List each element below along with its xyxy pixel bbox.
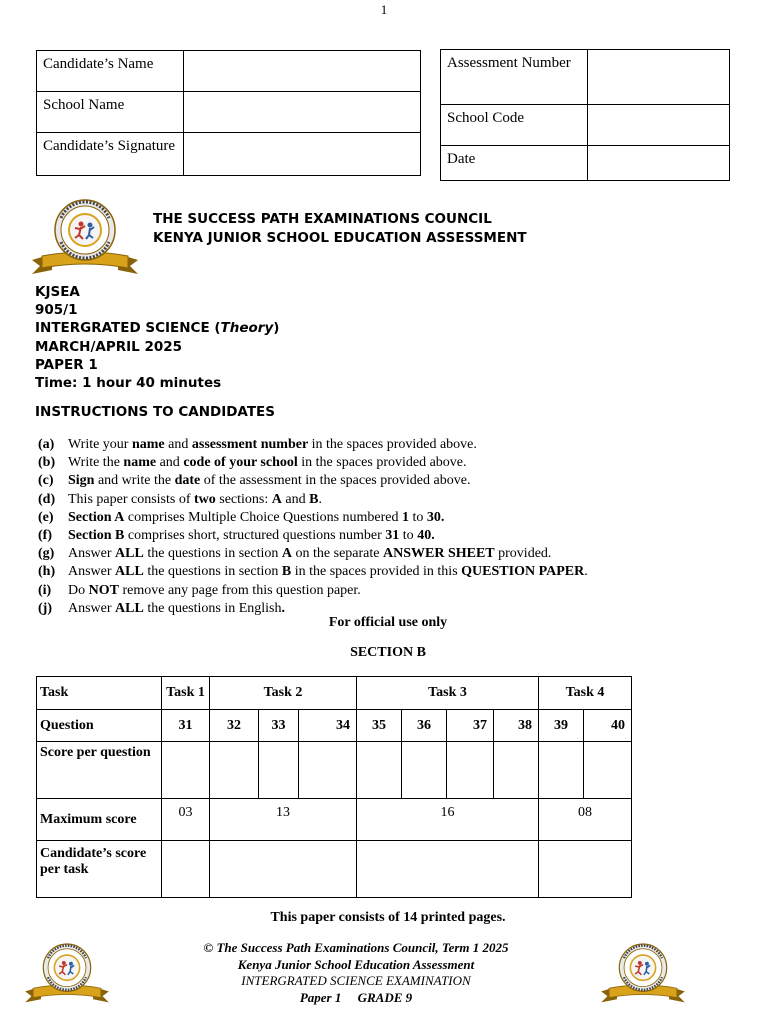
exam-time: Time: 1 hour 40 minutes bbox=[35, 375, 222, 392]
candidate-signature-field[interactable] bbox=[184, 133, 421, 176]
task-3-header: Task 3 bbox=[357, 677, 539, 710]
instruction-item: (g) Answer ALL the questions in section A on the separate ANSWER SHEET provided. bbox=[38, 546, 552, 562]
score-cell[interactable] bbox=[357, 742, 402, 799]
max-score-task-3: 16 bbox=[357, 799, 539, 841]
school-name-field[interactable] bbox=[184, 92, 421, 133]
assessment-number-label: Assessment Number bbox=[441, 50, 588, 105]
question-number: 33 bbox=[259, 710, 299, 742]
question-number: 37 bbox=[447, 710, 494, 742]
assessment-number-field[interactable] bbox=[588, 50, 730, 105]
score-cell[interactable] bbox=[584, 742, 632, 799]
instruction-item: (a) Write your name and assessment number in the spaces provided above. bbox=[38, 437, 477, 452]
score-cell[interactable] bbox=[162, 742, 210, 799]
instructions-list bbox=[38, 436, 588, 618]
council-header bbox=[153, 210, 527, 248]
exam-details bbox=[35, 283, 279, 392]
footer-copyright: © The Success Path Examinations Council, Term 1 2025 bbox=[203, 940, 509, 955]
exam-subject: INTERGRATED SCIENCE (Theory) bbox=[35, 320, 280, 337]
candidate-signature-label: Candidate’s Signature bbox=[37, 133, 184, 176]
exam-number: 905/1 bbox=[35, 302, 78, 319]
instruction-item: (d) This paper consists of two sections: A and B. bbox=[38, 491, 322, 507]
score-cell[interactable] bbox=[210, 742, 259, 799]
council-name: THE SUCCESS PATH EXAMINATIONS COUNCIL bbox=[153, 211, 492, 227]
score-cell[interactable] bbox=[539, 742, 584, 799]
instructions-title: INSTRUCTIONS TO CANDIDATES bbox=[35, 404, 275, 420]
task-score-cell[interactable] bbox=[539, 841, 632, 898]
footer-line-2: Kenya Junior School Education Assessment bbox=[237, 956, 475, 972]
task-row-label: Task bbox=[37, 677, 162, 710]
task-1-header: Task 1 bbox=[162, 677, 210, 710]
exam-code: KJSEA bbox=[35, 284, 80, 300]
school-code-field[interactable] bbox=[588, 105, 730, 146]
footer-paper-grade: Paper 1 GRADE 9 bbox=[299, 989, 413, 1005]
question-number: 32 bbox=[210, 710, 259, 742]
date-field[interactable] bbox=[588, 146, 730, 181]
instruction-item: (c) Sign and write the date of the assessment in the spaces provided above. bbox=[38, 473, 471, 489]
task-score-cell[interactable] bbox=[210, 841, 357, 898]
instruction-item: (f) Section B comprises short, structured questions number 31 to 40. bbox=[38, 528, 435, 544]
task-2-header: Task 2 bbox=[210, 677, 357, 710]
score-cell[interactable] bbox=[259, 742, 299, 799]
school-code-label: School Code bbox=[441, 105, 588, 146]
footer-text bbox=[0, 940, 712, 1006]
score-cell[interactable] bbox=[402, 742, 447, 799]
score-cell[interactable] bbox=[299, 742, 357, 799]
question-number: 40 bbox=[584, 710, 632, 742]
assessment-name: KENYA JUNIOR SCHOOL EDUCATION ASSESSMENT bbox=[153, 230, 527, 246]
printed-pages-note: This paper consists of 14 printed pages. bbox=[270, 910, 506, 925]
official-use-label: For official use only bbox=[328, 615, 448, 630]
instruction-item: (j) Answer ALL the questions in English. bbox=[38, 600, 286, 616]
task-score-cell[interactable] bbox=[357, 841, 539, 898]
score-cell[interactable] bbox=[447, 742, 494, 799]
question-number: 39 bbox=[539, 710, 584, 742]
exam-paper: PAPER 1 bbox=[35, 356, 98, 373]
candidate-name-label: Candidate’s Name bbox=[37, 51, 184, 92]
max-score-task-1: 03 bbox=[162, 799, 210, 841]
max-score-task-4: 08 bbox=[539, 799, 632, 841]
question-number: 38 bbox=[494, 710, 539, 742]
question-number: 36 bbox=[402, 710, 447, 742]
assessment-info-table bbox=[440, 49, 730, 181]
question-number: 35 bbox=[357, 710, 402, 742]
date-label: Date bbox=[441, 146, 588, 181]
school-name-label: School Name bbox=[37, 92, 184, 133]
maximum-score-label: Maximum score bbox=[37, 799, 162, 841]
question-row-label: Question bbox=[37, 710, 162, 742]
instruction-item: (e) Section A comprises Multiple Choice Questions numbered 1 to 30. bbox=[38, 509, 445, 525]
footer-line-3: INTERGRATED SCIENCE EXAMINATION bbox=[241, 973, 471, 988]
score-cell[interactable] bbox=[494, 742, 539, 799]
candidate-score-label: Candidate’s score per task bbox=[37, 841, 162, 898]
exam-session: MARCH/APRIL 2025 bbox=[35, 338, 183, 355]
instruction-item: (i) Do NOT remove any page from this question paper. bbox=[38, 582, 361, 598]
question-number: 31 bbox=[162, 710, 210, 742]
task-score-cell[interactable] bbox=[162, 841, 210, 898]
page-number: 1 bbox=[380, 2, 388, 17]
section-b-label: SECTION B bbox=[350, 645, 426, 660]
candidate-name-field[interactable] bbox=[184, 51, 421, 92]
council-logo bbox=[28, 198, 142, 278]
task-4-header: Task 4 bbox=[539, 677, 632, 710]
instruction-item: (b) Write the name and code of your school in the spaces provided above. bbox=[38, 455, 467, 471]
max-score-task-2: 13 bbox=[210, 799, 357, 841]
candidate-info-table bbox=[36, 50, 421, 176]
question-number: 34 bbox=[299, 710, 357, 742]
instruction-item: (h) Answer ALL the questions in section B in the spaces provided in this QUESTION PAPER. bbox=[38, 564, 588, 580]
score-per-question-label: Score per question bbox=[37, 742, 162, 799]
score-table bbox=[36, 676, 632, 898]
